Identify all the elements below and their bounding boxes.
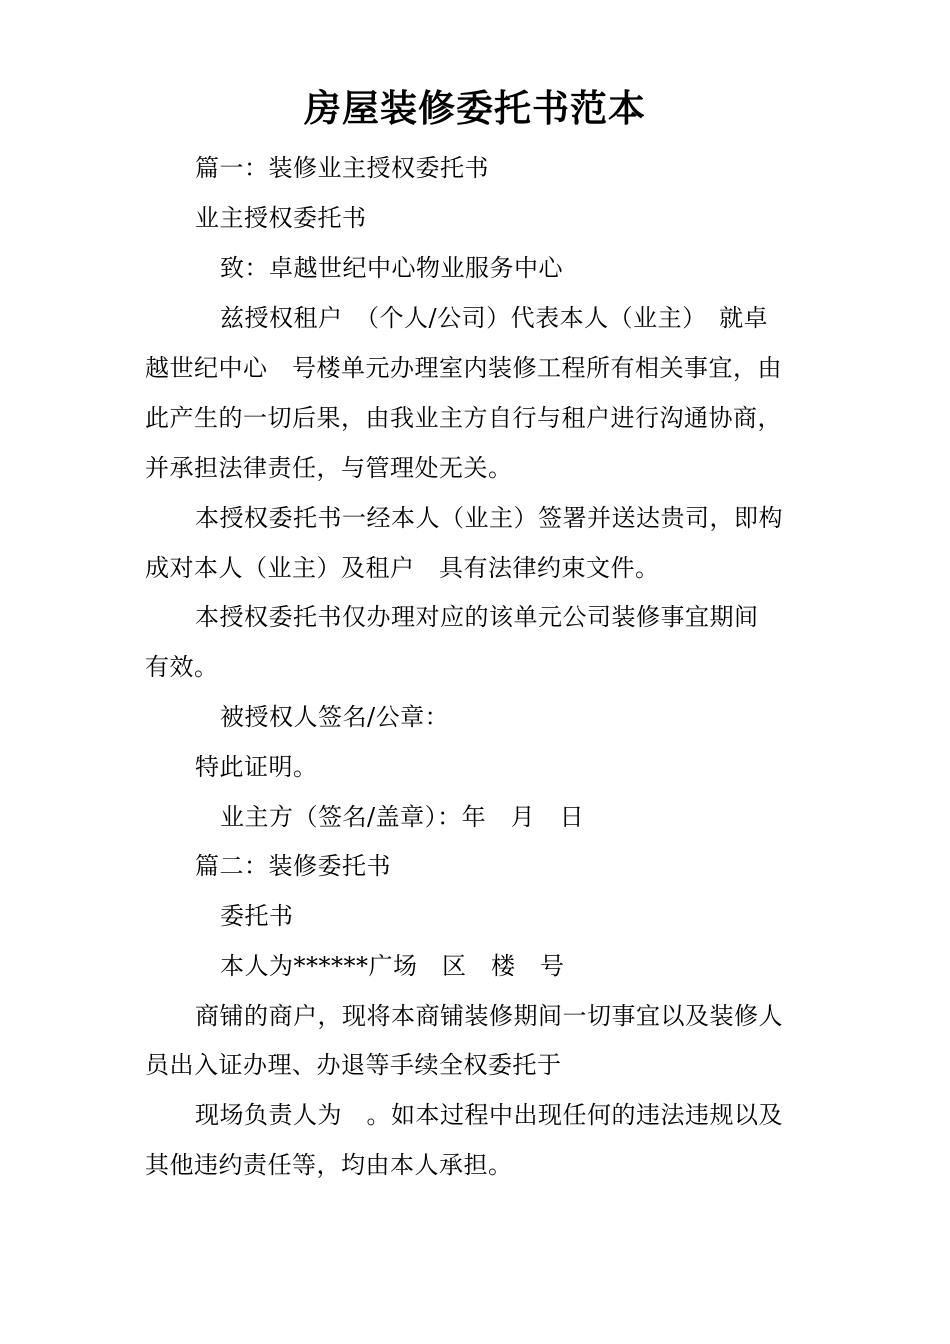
subheading-power-of-attorney: 委托书	[220, 902, 294, 930]
certification-line: 特此证明。	[195, 753, 318, 781]
paragraph-line: 此产生的一切后果，由我业主方自行与租户进行沟通协商，	[145, 404, 782, 432]
paragraph-line: 并承担法律责任，与管理处无关。	[145, 454, 513, 482]
paragraph-line: 其他违约责任等，均由本人承担。	[145, 1151, 513, 1179]
signature-line-authorized: 被授权人签名/公章：	[220, 703, 450, 731]
paragraph-line: 本授权委托书仅办理对应的该单元公司装修事宜期间	[195, 603, 759, 631]
subheading-owner-authorization: 业主授权委托书	[195, 204, 367, 232]
section-heading-2: 篇二：装修委托书	[195, 852, 391, 880]
paragraph-line: 现场负责人为 。如本过程中出现任何的违法违规以及	[195, 1101, 783, 1129]
paragraph-line: 有效。	[145, 653, 219, 681]
paragraph-line: 本授权委托书一经本人（业主）签署并送达贵司，即构	[195, 504, 783, 532]
section-heading-1: 篇一：装修业主授权委托书	[195, 154, 489, 182]
signature-line-owner: 业主方（签名/盖章）：年 月 日	[220, 803, 585, 831]
paragraph-line: 员出入证办理、办退等手续全权委托于	[145, 1051, 562, 1079]
document-title: 房屋装修委托书范本	[304, 86, 646, 130]
paragraph-line: 成对本人（业主）及租户 具有法律约束文件。	[145, 554, 660, 582]
paragraph-line: 越世纪中心 号楼单元办理室内装修工程所有相关事宜，由	[145, 354, 782, 382]
paragraph-line: 兹授权租户 （个人/公司）代表本人（业主） 就卓	[220, 304, 769, 332]
addressee-line: 致：卓越世纪中心物业服务中心	[220, 254, 563, 282]
paragraph-line: 本人为******广场 区 楼 号	[220, 952, 565, 980]
paragraph-line: 商铺的商户，现将本商铺装修期间一切事宜以及装修人	[195, 1002, 783, 1030]
